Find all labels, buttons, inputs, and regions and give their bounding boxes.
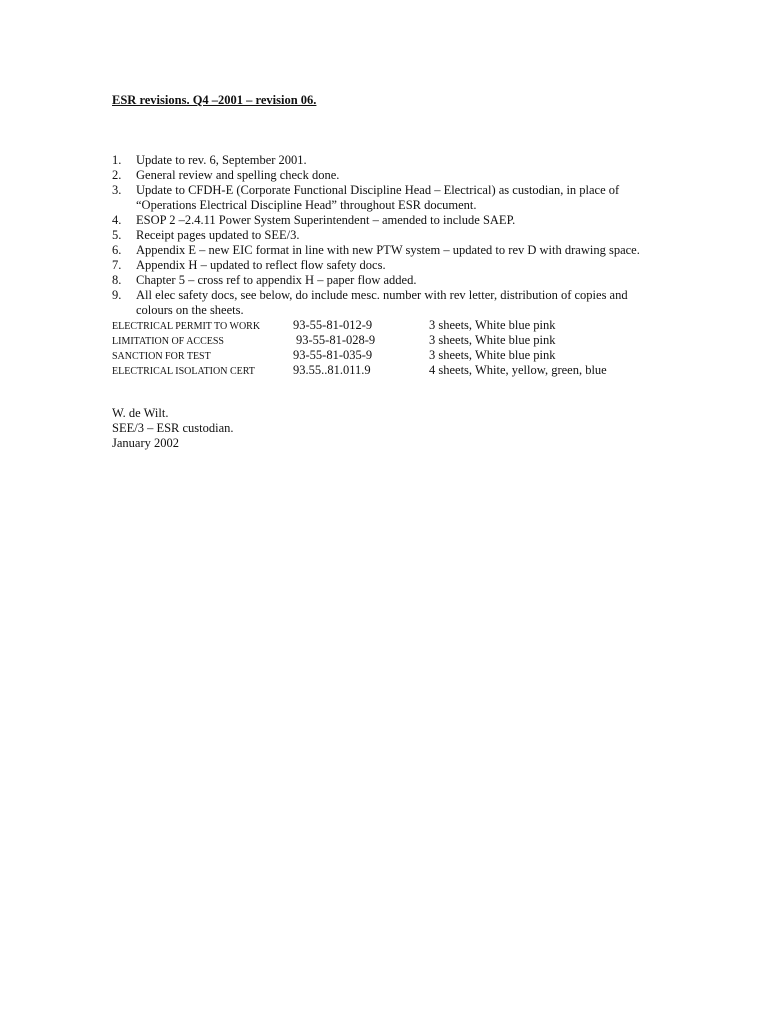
- list-item: [112, 288, 672, 318]
- item-number: 9.: [112, 288, 122, 302]
- doc-name: ELECTRICAL PERMIT TO WORK: [112, 321, 261, 332]
- item-text: Receipt pages updated to SEE/3.: [136, 228, 300, 242]
- doc-name: LIMITATION OF ACCESS: [112, 336, 224, 347]
- item-number: 3.: [112, 183, 122, 197]
- doc-sheets: 3 sheets, White blue pink: [429, 333, 556, 347]
- signoff-block: [112, 406, 234, 451]
- item-text: ESOP 2 –2.4.11 Power System Superintendent – amended to include SAEP.: [136, 213, 516, 227]
- signoff-role: SEE/3 – ESR custodian.: [112, 421, 234, 435]
- item-number: 6.: [112, 243, 122, 257]
- item-number: 7.: [112, 258, 122, 272]
- list-item: [112, 258, 672, 273]
- list-item: [112, 153, 672, 168]
- list-item: [112, 243, 672, 258]
- doc-code: 93-55-81-028-9: [296, 333, 376, 347]
- signoff-date: January 2002: [112, 436, 179, 450]
- doc-sheets: 4 sheets, White, yellow, green, blue: [429, 363, 607, 377]
- list-item: [112, 183, 672, 213]
- list-item: [112, 273, 672, 288]
- item-text: Appendix H – updated to reflect flow safety docs.: [136, 258, 386, 272]
- item-text: Update to rev. 6, September 2001.: [136, 153, 307, 167]
- item-text: All elec safety docs, see below, do include mesc. number with rev letter, distribution of copies and: [136, 288, 628, 302]
- list-item: [112, 213, 672, 228]
- doc-sheets: 3 sheets, White blue pink: [429, 348, 556, 362]
- item-number: 1.: [112, 153, 122, 167]
- item-text-continued: colours on the sheets.: [136, 303, 244, 317]
- list-item: [112, 228, 672, 243]
- item-number: 2.: [112, 168, 122, 182]
- item-number: 4.: [112, 213, 122, 227]
- item-text: Appendix E – new EIC format in line with new PTW system – updated to rev D with drawing space.: [136, 243, 640, 257]
- item-text: General review and spelling check done.: [136, 168, 340, 182]
- doc-sheets: 3 sheets, White blue pink: [429, 318, 556, 332]
- item-number: 8.: [112, 273, 122, 287]
- doc-code: 93-55-81-035-9: [293, 348, 373, 362]
- doc-code: 93-55-81-012-9: [293, 318, 373, 332]
- revision-list: [112, 153, 672, 318]
- document-title: ESR revisions. Q4 –2001 – revision 06.: [112, 93, 317, 107]
- item-text: Chapter 5 – cross ref to appendix H – paper flow added.: [136, 273, 417, 287]
- list-item: [112, 168, 672, 183]
- doc-code: 93.55..81.011.9: [293, 363, 371, 377]
- doc-name: SANCTION FOR TEST: [112, 351, 211, 362]
- signoff-name: W. de Wilt.: [112, 406, 169, 420]
- doc-name: ELECTRICAL ISOLATION CERT: [112, 366, 255, 377]
- item-number: 5.: [112, 228, 122, 242]
- item-text: Update to CFDH-E (Corporate Functional Discipline Head – Electrical) as custodian, in place of: [136, 183, 620, 197]
- item-text-continued: “Operations Electrical Discipline Head” throughout ESR document.: [136, 198, 477, 212]
